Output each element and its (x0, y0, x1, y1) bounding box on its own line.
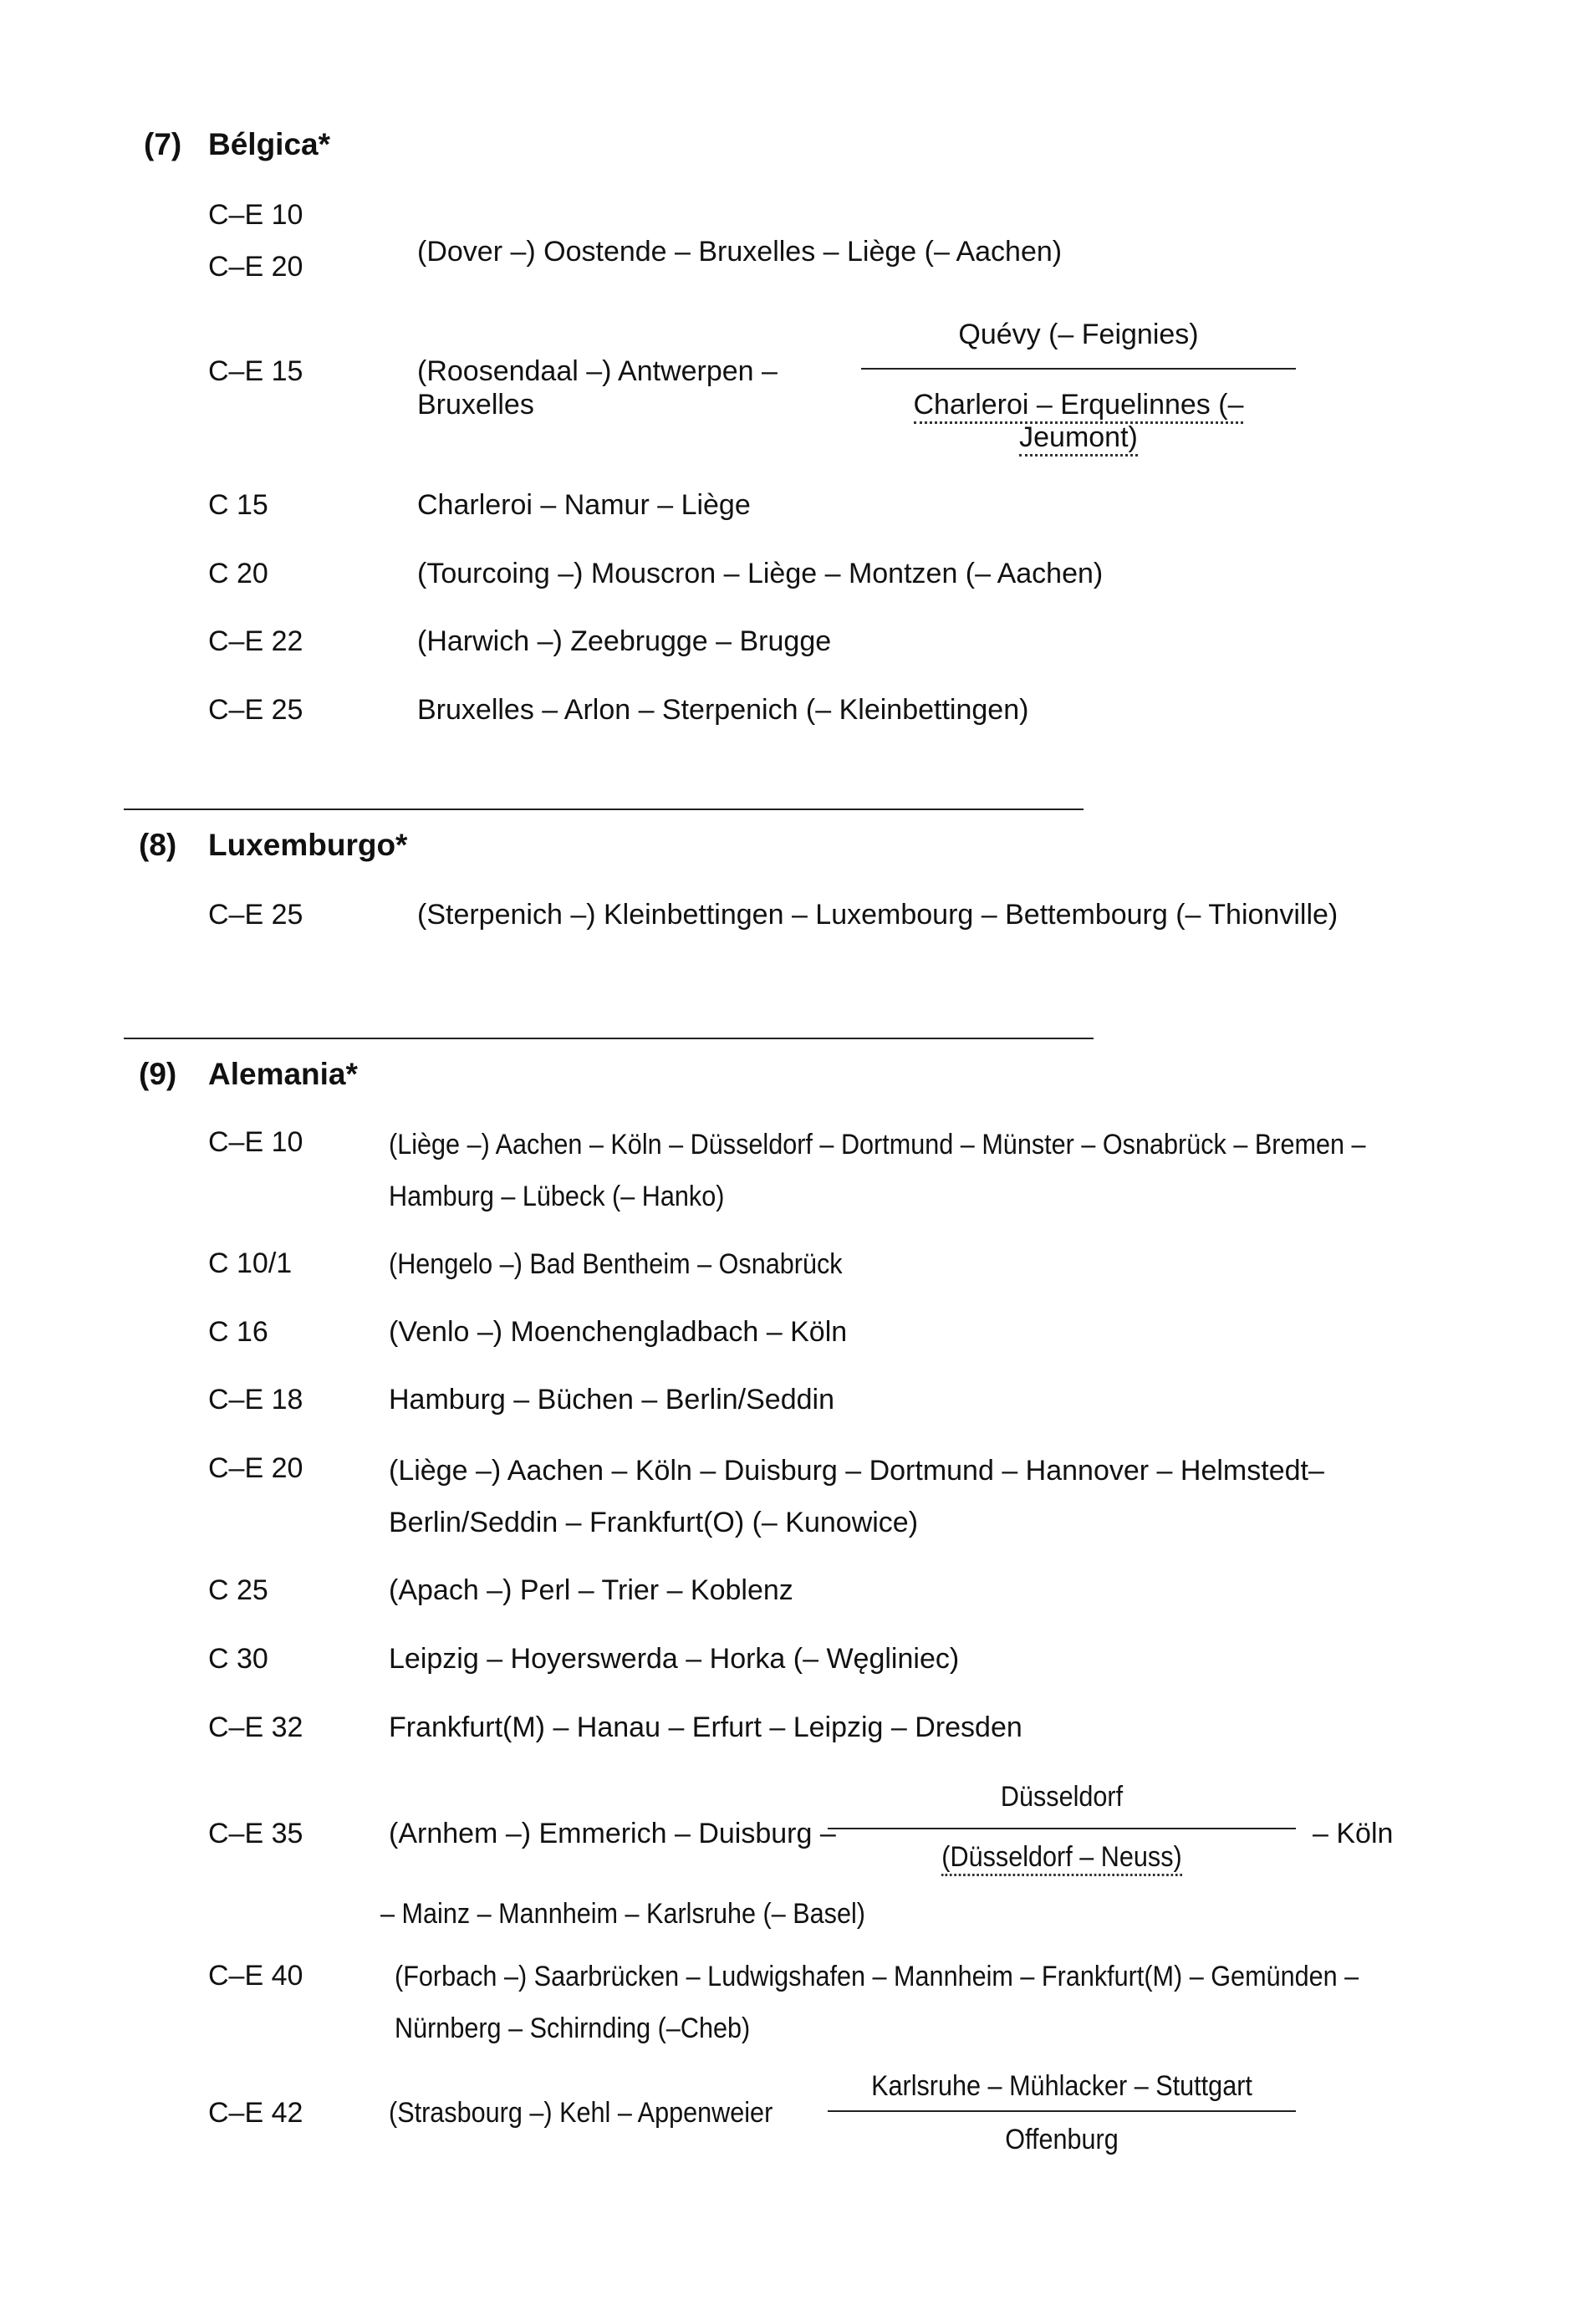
row-code: C 25 (208, 1574, 268, 1606)
row-code: C–E 25 (208, 694, 303, 726)
row-route: (Liège –) Aachen – Köln – Düsseldorf – Dortmund – Münster – Osnabrück – Bremen – (389, 1129, 1366, 1160)
row-route: Hamburg – Büchen – Berlin/Seddin (389, 1384, 834, 1416)
row-route: Nürnberg – Schirnding (–Cheb) (395, 2012, 751, 2044)
row-code: C 15 (208, 489, 268, 521)
row-code: C–E 18 (208, 1384, 303, 1416)
row-code: C–E 32 (208, 1711, 303, 1743)
row-code: C 20 (208, 558, 268, 589)
row-code: C–E 20 (208, 1452, 303, 1484)
row-route: (Apach –) Perl – Trier – Koblenz (389, 1574, 793, 1606)
branch-top: Düsseldorf (1000, 1781, 1124, 1813)
row-route: (Hengelo –) Bad Bentheim – Osnabrück (389, 1248, 843, 1280)
row-route: Leipzig – Hoyerswerda – Horka (– Węgliniec) (389, 1643, 960, 1675)
row-route: (Harwich –) Zeebrugge – Brugge (417, 625, 832, 657)
row-route: Bruxelles – Arlon – Sterpenich (– Kleinbettingen) (417, 694, 1029, 726)
section-title: Alemania* (208, 1057, 358, 1091)
row-route-continuation: – Mainz – Mannheim – Karlsruhe (– Basel) (380, 1898, 865, 1930)
row-route: Charleroi – Namur – Liège (417, 489, 751, 521)
branch-divider (828, 1828, 1296, 1829)
row-route: (Dover –) Oostende – Bruxelles – Liège (– Aachen) (417, 236, 1063, 268)
section-number: (8) (139, 828, 177, 862)
row-code: C–E 42 (208, 2097, 303, 2129)
row-code: C 30 (208, 1643, 268, 1675)
row-route: (Liège –) Aachen – Köln – Duisburg – Dortmund – Hannover – Helmstedt– (389, 1455, 1324, 1487)
branch-bottom: Charleroi – Erquelinnes (– (861, 389, 1296, 421)
row-code: C 16 (208, 1316, 268, 1348)
row-code: C–E 40 (208, 1960, 303, 1992)
row-code: C–E 22 (208, 625, 303, 657)
row-code: C–E 10 (208, 199, 303, 231)
branch-divider (861, 368, 1296, 370)
row-code: C–E 20 (208, 251, 303, 283)
row-route: (Forbach –) Saarbrücken – Ludwigshafen – Mannheim – Frankfurt(M) – Gemünden – (395, 1961, 1359, 1992)
row-code: C–E 10 (208, 1126, 303, 1158)
row-route: Hamburg – Lübeck (– Hanko) (389, 1181, 725, 1212)
row-route: Bruxelles (417, 389, 534, 421)
row-route: Frankfurt(M) – Hanau – Erfurt – Leipzig – Dresden (389, 1711, 1022, 1743)
row-route: (Venlo –) Moenchengladbach – Köln (389, 1316, 848, 1348)
branch-bottom: Jeumont) (861, 421, 1296, 454)
row-code: C–E 25 (208, 899, 303, 931)
row-code: C–E 35 (208, 1818, 303, 1849)
branch-top: Quévy (– Feignies) (958, 319, 1199, 350)
section-number: (9) (139, 1057, 177, 1091)
branch-bottom: Offenburg (1005, 2124, 1119, 2155)
row-code: C 10/1 (208, 1247, 293, 1279)
section-divider (124, 809, 1084, 810)
section-divider (124, 1038, 1094, 1039)
row-route: (Roosendaal –) Antwerpen – (417, 355, 778, 387)
branch-divider (828, 2110, 1296, 2112)
row-code: C–E 15 (208, 355, 303, 387)
branch-top: Karlsruhe – Mühlacker – Stuttgart (871, 2070, 1252, 2102)
row-route-after: – Köln (1313, 1818, 1394, 1849)
branch-bottom: (Düsseldorf – Neuss) (851, 1841, 1272, 1874)
row-route: (Arnhem –) Emmerich – Duisburg – (389, 1818, 836, 1849)
section-number: (7) (144, 127, 182, 161)
row-route: (Tourcoing –) Mouscron – Liège – Montzen (– Aachen) (417, 558, 1104, 589)
section-title: Bélgica* (208, 127, 331, 161)
row-route: Berlin/Seddin – Frankfurt(O) (– Kunowice) (389, 1507, 919, 1538)
row-route: (Sterpenich –) Kleinbettingen – Luxembourg – Bettembourg (– Thionville) (417, 899, 1338, 931)
section-title: Luxemburgo* (208, 828, 408, 862)
row-route: (Strasbourg –) Kehl – Appenweier (389, 2097, 773, 2129)
